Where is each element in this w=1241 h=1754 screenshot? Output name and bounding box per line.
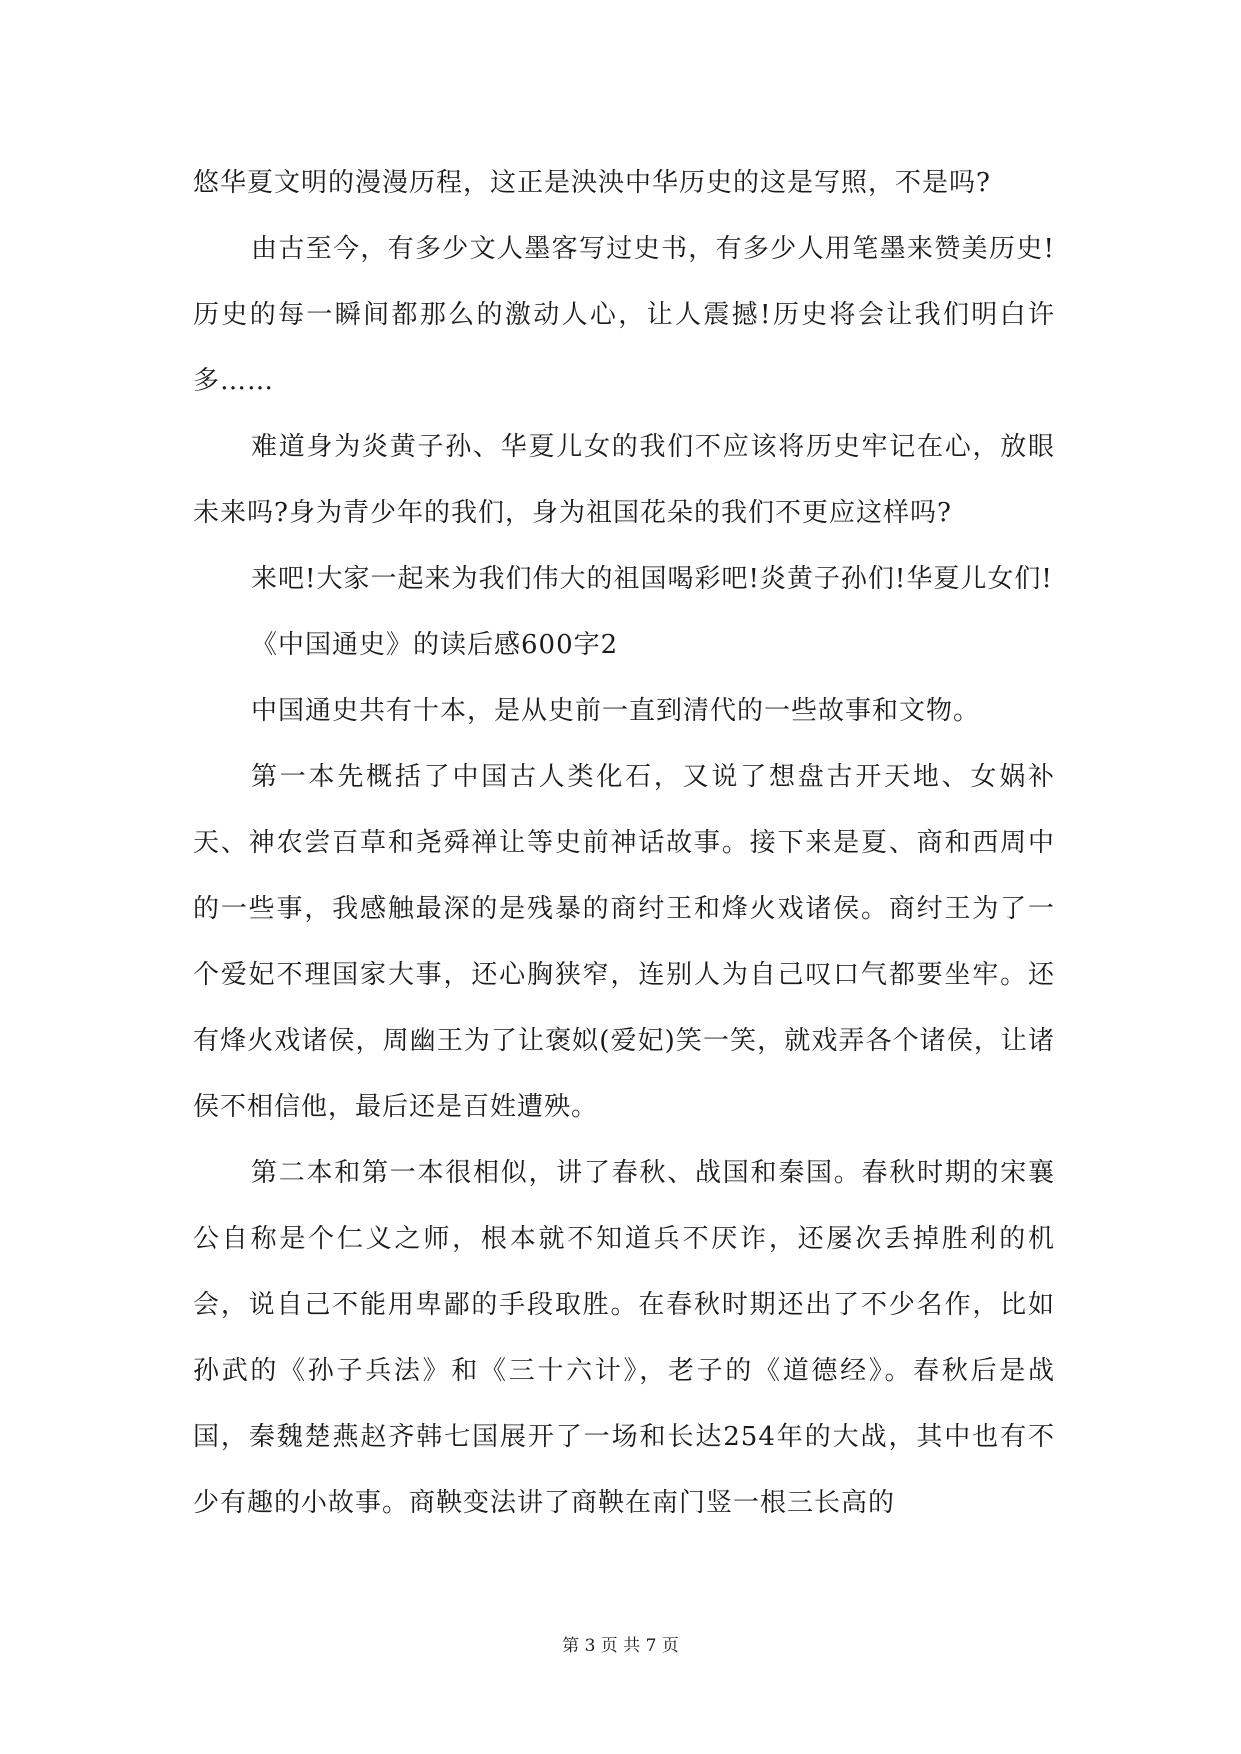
- paragraph-3: 难道身为炎黄子孙、华夏儿女的我们不应该将历史牢记在心，放眼未来吗?身为青少年的我们，身为祖国花朵的我们不更应这样吗?: [193, 432, 1055, 528]
- page-number-footer: 第 3 页 共 7 页: [562, 1636, 679, 1656]
- paragraph-4: 来吧!大家一起来为我们伟大的祖国喝彩吧!炎黄子孙们!华夏儿女们!: [251, 564, 1053, 594]
- paragraph-7: 第二本和第一本很相似，讲了春秋、战国和秦国。春秋时期的宋襄公自称是个仁义之师，根本就不知道兵不厌诈，还屡次丢掉胜利的机会，说自己不能用卑鄙的手段取胜。在春秋时期还出了不少名作，比如孙武的《孙子兵法》和《三十六计》，老子的《道德经》。春秋后是战国，秦魏楚燕赵齐韩七国展开了一场和长达254年的大战，其中也有不少有趣的小故事。商鞅变法讲了商鞅在南门竖一根三长高的: [193, 1158, 1055, 1518]
- paragraph-6: 第一本先概括了中国古人类化石，又说了想盘古开天地、女娲补天、神农尝百草和尧舜禅让等史前神话故事。接下来是夏、商和西周中的一些事，我感触最深的是残暴的商纣王和烽火戏诸侯。商纣王为了一个爱妃不理国家大事，还心胸狭窄，连别人为自己叹口气都要坐牢。还有烽火戏诸侯，周幽王为了让褒姒(爱妃)笑一笑，就戏弄各个诸侯，让诸侯不相信他，最后还是百姓遭殃。: [193, 762, 1055, 1122]
- body-text: [193, 150, 1055, 1536]
- paragraph-2: 由古至今，有多少文人墨客写过史书，有多少人用笔墨来赞美历史!历史的每一瞬间都那么的激动人心，让人震撼!历史将会让我们明白许多……: [193, 234, 1055, 396]
- section-heading: 《中国通史》的读后感600字2: [251, 630, 619, 660]
- paragraph-5: 中国通史共有十本，是从史前一直到清代的一些故事和文物。: [251, 696, 981, 726]
- paragraph-1: 悠华夏文明的漫漫历程，这正是泱泱中华历史的这是写照，不是吗?: [193, 168, 991, 198]
